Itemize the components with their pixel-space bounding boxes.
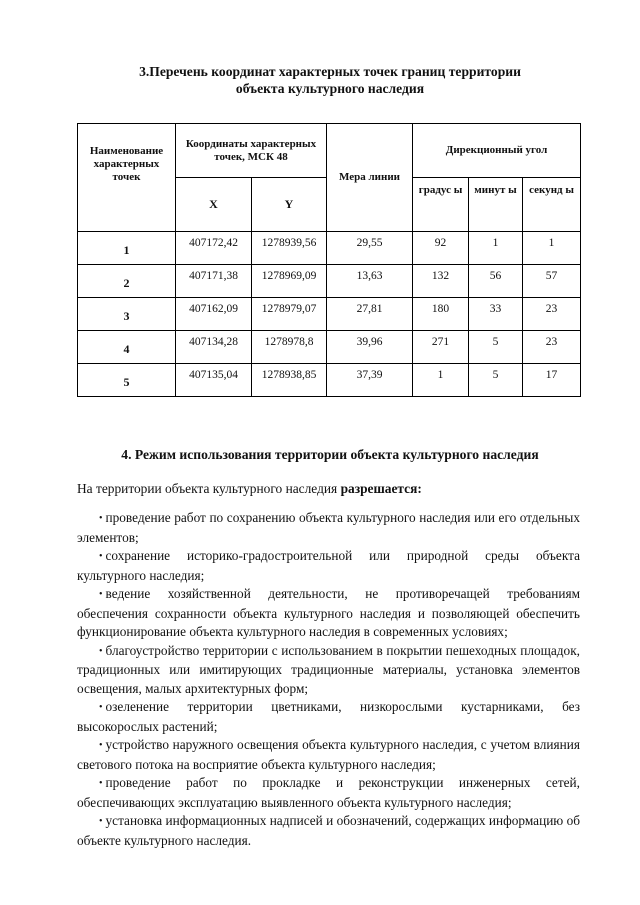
y-cell: 1278978,8 [252, 331, 327, 364]
seconds-cell: 17 [523, 364, 581, 397]
y-cell: 1278979,07 [252, 298, 327, 331]
table-row [78, 232, 581, 265]
list-item: • проведение работ по прокладке и реконструкции инженерных сетей, обеспечивающих эксплуатацию выявленного объекта культурного наследия; [77, 775, 580, 810]
header-point-name: Наименование характерных точек [78, 124, 176, 232]
degrees-cell: 1 [413, 364, 469, 397]
seconds-cell: 57 [523, 265, 581, 298]
header-minutes: минут ы [469, 178, 523, 232]
header-seconds: секунд ы [523, 178, 581, 232]
length-cell: 27,81 [327, 298, 413, 331]
x-cell: 407134,28 [176, 331, 252, 364]
y-cell: 1278969,09 [252, 265, 327, 298]
list-item: • озеленение территории цветниками, низкорослыми кустарниками, без высокорослых растений; [77, 699, 580, 734]
y-cell: 1278939,56 [252, 232, 327, 265]
bullet-icon: • [99, 816, 103, 827]
point-cell: 1 [78, 232, 176, 265]
list-item: • сохранение историко-градостроительной или природной среды объекта культурного наследия; [77, 548, 580, 583]
x-cell: 407172,42 [176, 232, 252, 265]
length-cell: 13,63 [327, 265, 413, 298]
seconds-cell: 1 [523, 232, 581, 265]
bullet-icon: • [99, 513, 103, 524]
bullet-icon: • [99, 740, 103, 751]
point-cell: 4 [78, 331, 176, 364]
degrees-cell: 180 [413, 298, 469, 331]
length-cell: 37,39 [327, 364, 413, 397]
header-degrees: градус ы [413, 178, 469, 232]
minutes-cell: 5 [469, 331, 523, 364]
point-cell: 2 [78, 265, 176, 298]
bullet-icon: • [99, 778, 103, 789]
seconds-cell: 23 [523, 331, 581, 364]
bullet-icon: • [99, 645, 103, 657]
header-y: Y [252, 178, 327, 232]
table-row [78, 298, 581, 331]
minutes-cell: 1 [469, 232, 523, 265]
bullet-icon: • [99, 702, 103, 713]
degrees-cell: 271 [413, 331, 469, 364]
length-cell: 39,96 [327, 331, 413, 364]
list-item: • благоустройство территории с использованием в покрытии пешеходных площадок, традиционных или имитирующих традиционные материалы, установка элементов освещения, малых архитектурных форм; [77, 642, 580, 696]
minutes-cell: 33 [469, 298, 523, 331]
bullet-icon: • [99, 589, 103, 600]
seconds-cell: 23 [523, 298, 581, 331]
section-4-intro [77, 481, 580, 497]
list-item: • ведение хозяйственной деятельности, не противоречащей требованиям обеспечения сохранности объекта культурного наследия и позволяющей обеспечить функционирование объекта культурного наследия в современных условиях; [77, 586, 580, 639]
header-line-length: Мера линии [327, 124, 413, 232]
point-cell: 3 [78, 298, 176, 331]
list-item: • устройство наружного освещения объекта культурного наследия, с учетом влияния светового потока на восприятие объекта культурного наследия; [77, 737, 580, 772]
intro-bold: разрешается: [340, 481, 422, 496]
y-cell: 1278938,85 [252, 364, 327, 397]
x-cell: 407135,04 [176, 364, 252, 397]
minutes-cell: 5 [469, 364, 523, 397]
minutes-cell: 56 [469, 265, 523, 298]
section-4-title: 4. Режим использования территории объекта культурного наследия [121, 447, 539, 462]
bullet-icon: • [99, 551, 103, 562]
table-row [78, 265, 581, 298]
list-item: • установка информационных надписей и обозначений, содержащих информацию об объекте культурного наследия. [77, 813, 580, 848]
degrees-cell: 132 [413, 265, 469, 298]
section-3-title: 3.Перечень координат характерных точек границ территории объекта культурного наследия [139, 64, 521, 96]
header-coordinates: Координаты характерных точек, МСК 48 [176, 124, 327, 178]
x-cell: 407171,38 [176, 265, 252, 298]
degrees-cell: 92 [413, 232, 469, 265]
intro-text: На территории объекта культурного наследия [77, 481, 341, 496]
table-row [78, 331, 581, 364]
length-cell: 29,55 [327, 232, 413, 265]
list-item: • проведение работ по сохранению объекта культурного наследия или его отдельных элементов; [77, 510, 580, 545]
header-direction-angle: Дирекционный угол [413, 124, 581, 178]
permitted-activities-list [77, 509, 580, 850]
header-x: X [176, 178, 252, 232]
table-row [78, 364, 581, 397]
coordinates-table [77, 123, 581, 397]
point-cell: 5 [78, 364, 176, 397]
x-cell: 407162,09 [176, 298, 252, 331]
table-header-row [78, 124, 581, 178]
